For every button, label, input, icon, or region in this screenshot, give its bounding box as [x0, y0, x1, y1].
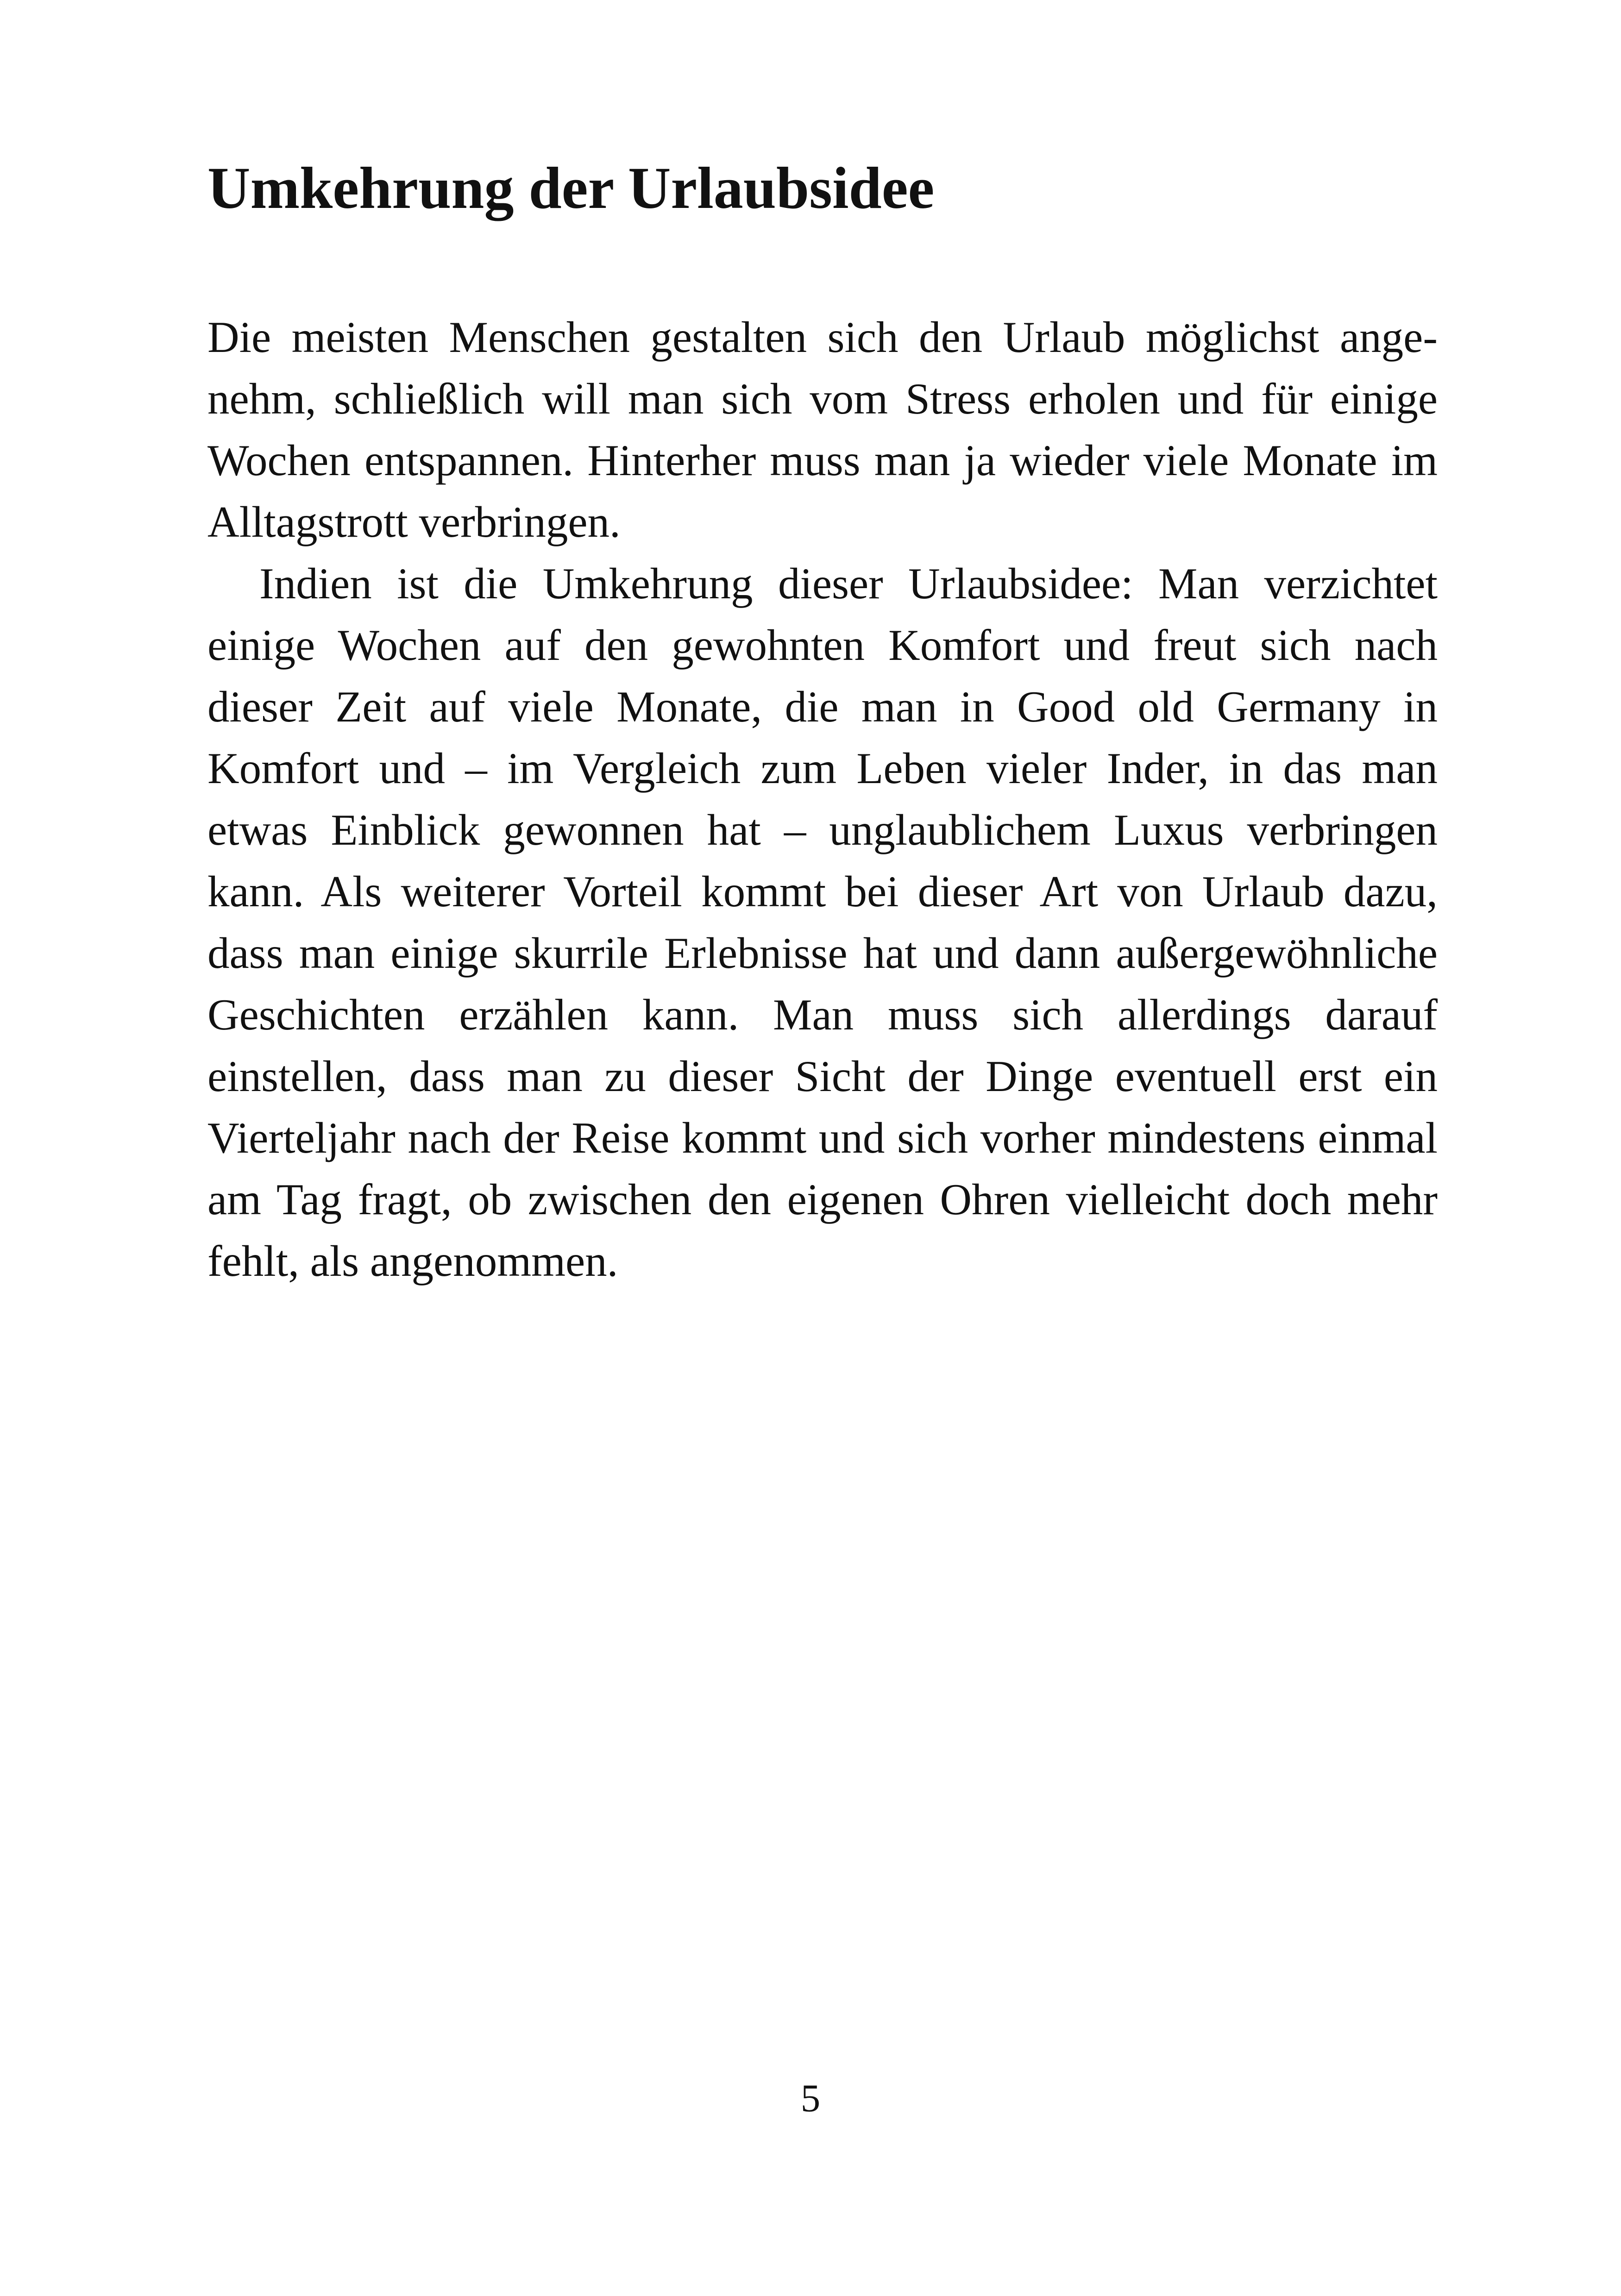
- page-number: 5: [800, 2076, 821, 2120]
- page-content: [207, 153, 1438, 1292]
- body-text: [207, 307, 1438, 1292]
- paragraph-2: Indien ist die Umkehrung dieser Urlaubsidee: Man verzichtet einige Wochen auf den gewohnten Komfort und freut sich nach dieser Zeit auf viele Monate, die man in Good old Germany in Komfort und – im Vergleich zum Leben vieler Inder, in das man etwas Einblick gewonnen hat – unglaublichem Luxus verbringen kann. Als weiterer Vorteil kommt bei dieser Art von Urlaub dazu, dass man einige skurrile Erlebnisse hat und dann außergewöhnliche Geschichten erzählen kann. Man muss sich allerdings darauf einstellen, dass man zu dieser Sicht der Dinge eventuell erst ein Vierteljahr nach der Reise kommt und sich vorher mindestens einmal am Tag fragt, ob zwischen den eigenen Ohren vielleicht doch mehr fehlt, als angenommen.: [207, 558, 1438, 1286]
- paragraph-1: Die meisten Menschen gestalten sich den Urlaub möglichst angenehm, schließlich will man sich vom Stress erholen und für einige Wochen entspannen. Hinterher muss man ja wieder viele Monate im Alltagstrott verbringen.: [207, 312, 1438, 546]
- chapter-title: Umkehrung der Urlaubsidee: [207, 155, 935, 221]
